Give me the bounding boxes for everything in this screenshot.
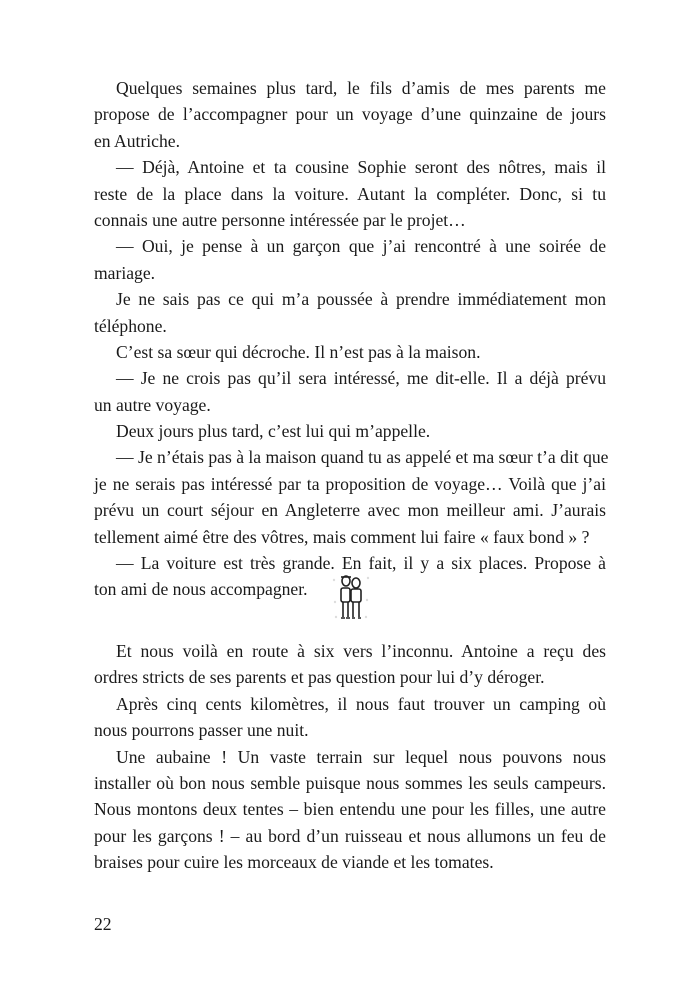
- text-line: Nous montons deux tentes – bien entendu une pour les filles, une autre: [94, 799, 606, 820]
- text-line: prévu un court séjour en Angleterre avec mon meilleur ami. J’aurais: [94, 500, 606, 521]
- text-line: je ne serais pas intéressé par ta proposition de voyage… Voilà que j’ai: [94, 473, 606, 494]
- text-section-1: [94, 75, 609, 603]
- text-line: propose de l’accompagner pour un voyage d’une quinzaine de jours: [94, 104, 606, 125]
- text-line: — Je n’étais pas à la maison quand tu as appelé et ma sœur t’a dit que: [116, 447, 609, 468]
- text-line: Une aubaine ! Un vaste terrain sur lequel nous pouvons nous: [116, 746, 606, 767]
- text-section-2: [94, 638, 606, 876]
- text-line: tellement aimé être des vôtres, mais comment lui faire « faux bond » ?: [94, 526, 590, 547]
- text-line: — Je ne crois pas qu’il sera intéressé, me dit-elle. Il a déjà prévu: [116, 368, 606, 389]
- text-line: — Oui, je pense à un garçon que j’ai rencontré à une soirée de: [116, 236, 606, 257]
- paragraph: [94, 418, 606, 444]
- paragraph: [94, 339, 606, 365]
- page-number: 22: [94, 914, 112, 934]
- text-line: Après cinq cents kilomètres, il nous faut trouver un camping où: [116, 693, 606, 714]
- text-line: reste de la place dans la voiture. Autant la compléter. Donc, si tu: [94, 183, 606, 204]
- text-line: ton ami de nous accompagner.: [94, 579, 308, 600]
- text-line: Quelques semaines plus tard, le fils d’amis de mes parents me: [116, 78, 606, 98]
- paragraph: [94, 444, 609, 550]
- text-line: — Déjà, Antoine et ta cousine Sophie seront des nôtres, mais il: [116, 157, 606, 178]
- text-line: connais une autre personne intéressée par le projet…: [94, 209, 466, 230]
- text-line: Je ne sais pas ce qui m’a poussée à prendre immédiatement mon: [116, 289, 606, 310]
- text-line: — La voiture est très grande. En fait, il y a six places. Propose à: [116, 553, 606, 574]
- couple-figure-icon: [330, 572, 372, 622]
- text-line: nous pourrons passer une nuit.: [94, 720, 309, 741]
- text-line: ordres stricts de ses parents et pas question pour lui d’y déroger.: [94, 667, 545, 688]
- paragraph: [94, 154, 606, 233]
- text-line: C’est sa sœur qui décroche. Il n’est pas à la maison.: [116, 341, 481, 362]
- text-line: en Autriche.: [94, 130, 180, 151]
- text-line: Deux jours plus tard, c’est lui qui m’appelle.: [116, 421, 431, 442]
- paragraph: [94, 233, 606, 286]
- paragraph: [94, 75, 606, 154]
- text-line: téléphone.: [94, 315, 167, 336]
- text-line: mariage.: [94, 262, 156, 283]
- paragraph: [94, 365, 606, 418]
- paragraph: [94, 744, 606, 876]
- text-line: Et nous voilà en route à six vers l’inconnu. Antoine a reçu des: [116, 641, 606, 661]
- text-line: braises pour cuire les morceaux de viande et les tomates.: [94, 852, 494, 873]
- text-line: pour les garçons ! – au bord d’un ruisseau et nous allumons un feu de: [94, 825, 606, 846]
- text-line: installer où bon nous semble puisque nous sommes les seuls campeurs.: [94, 772, 606, 793]
- text-line: un autre voyage.: [94, 394, 211, 415]
- paragraph: [94, 691, 606, 744]
- paragraph: [94, 286, 606, 339]
- paragraph: [94, 638, 606, 691]
